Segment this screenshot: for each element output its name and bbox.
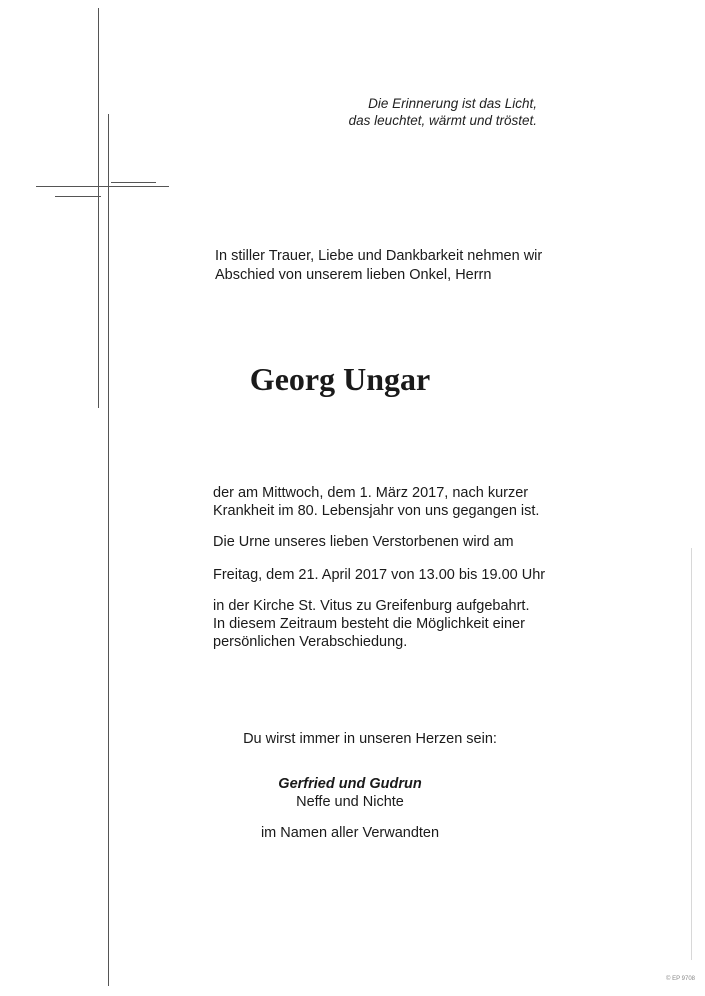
intro-line-2: Abschied von unserem lieben Onkel, Herrn [215, 267, 492, 283]
footer-mark: © EP 9708 [666, 976, 695, 982]
cross-horizontal-line-left [55, 196, 101, 197]
viewing-details-line-3: persönlichen Verabschiedung. [213, 634, 408, 650]
viewing-details-line-1: in der Kirche St. Vitus zu Greifenburg aufgebahrt. [213, 598, 530, 614]
viewing-date [213, 566, 593, 584]
quote-line-1: Die Erinnerung ist das Licht, [368, 96, 537, 111]
closing-line: Du wirst immer in unseren Herzen sein: [243, 731, 497, 747]
memorial-quote [277, 95, 537, 129]
deceased-name: Georg Ungar [249, 361, 431, 397]
quote-line-2: das leuchtet, wärmt und tröstet. [348, 113, 537, 128]
signer-names: Gerfried und Gudrun [278, 776, 422, 792]
intro-text [215, 247, 575, 285]
cross-horizontal-line-main [36, 186, 169, 187]
relatives-line: im Namen aller Verwandten [260, 825, 440, 841]
page-edge-line [691, 548, 692, 960]
cross-horizontal-line-right [111, 182, 156, 183]
viewing-details-line-2: In diesem Zeitraum besteht die Möglichkeit einer [213, 616, 525, 632]
death-notice-line-2: Krankheit im 80. Lebensjahr von uns gegangen ist. [213, 503, 540, 519]
urn-notice [213, 533, 593, 551]
urn-notice-text: Die Urne unseres lieben Verstorbenen wird am [213, 534, 514, 550]
death-notice [213, 484, 593, 520]
death-notice-line-1: der am Mittwoch, dem 1. März 2017, nach kurzer [213, 485, 529, 501]
cross-vertical-line-outer [98, 8, 99, 408]
viewing-date-text: Freitag, dem 21. April 2017 von 13.00 bis 19.00 Uhr [213, 567, 546, 583]
signers-block [220, 775, 480, 811]
viewing-details [213, 597, 593, 651]
intro-line-1: In stiller Trauer, Liebe und Dankbarkeit nehmen wir [215, 248, 543, 264]
signer-relation: Neffe und Nichte [296, 794, 404, 810]
cross-vertical-line-inner [108, 114, 109, 986]
